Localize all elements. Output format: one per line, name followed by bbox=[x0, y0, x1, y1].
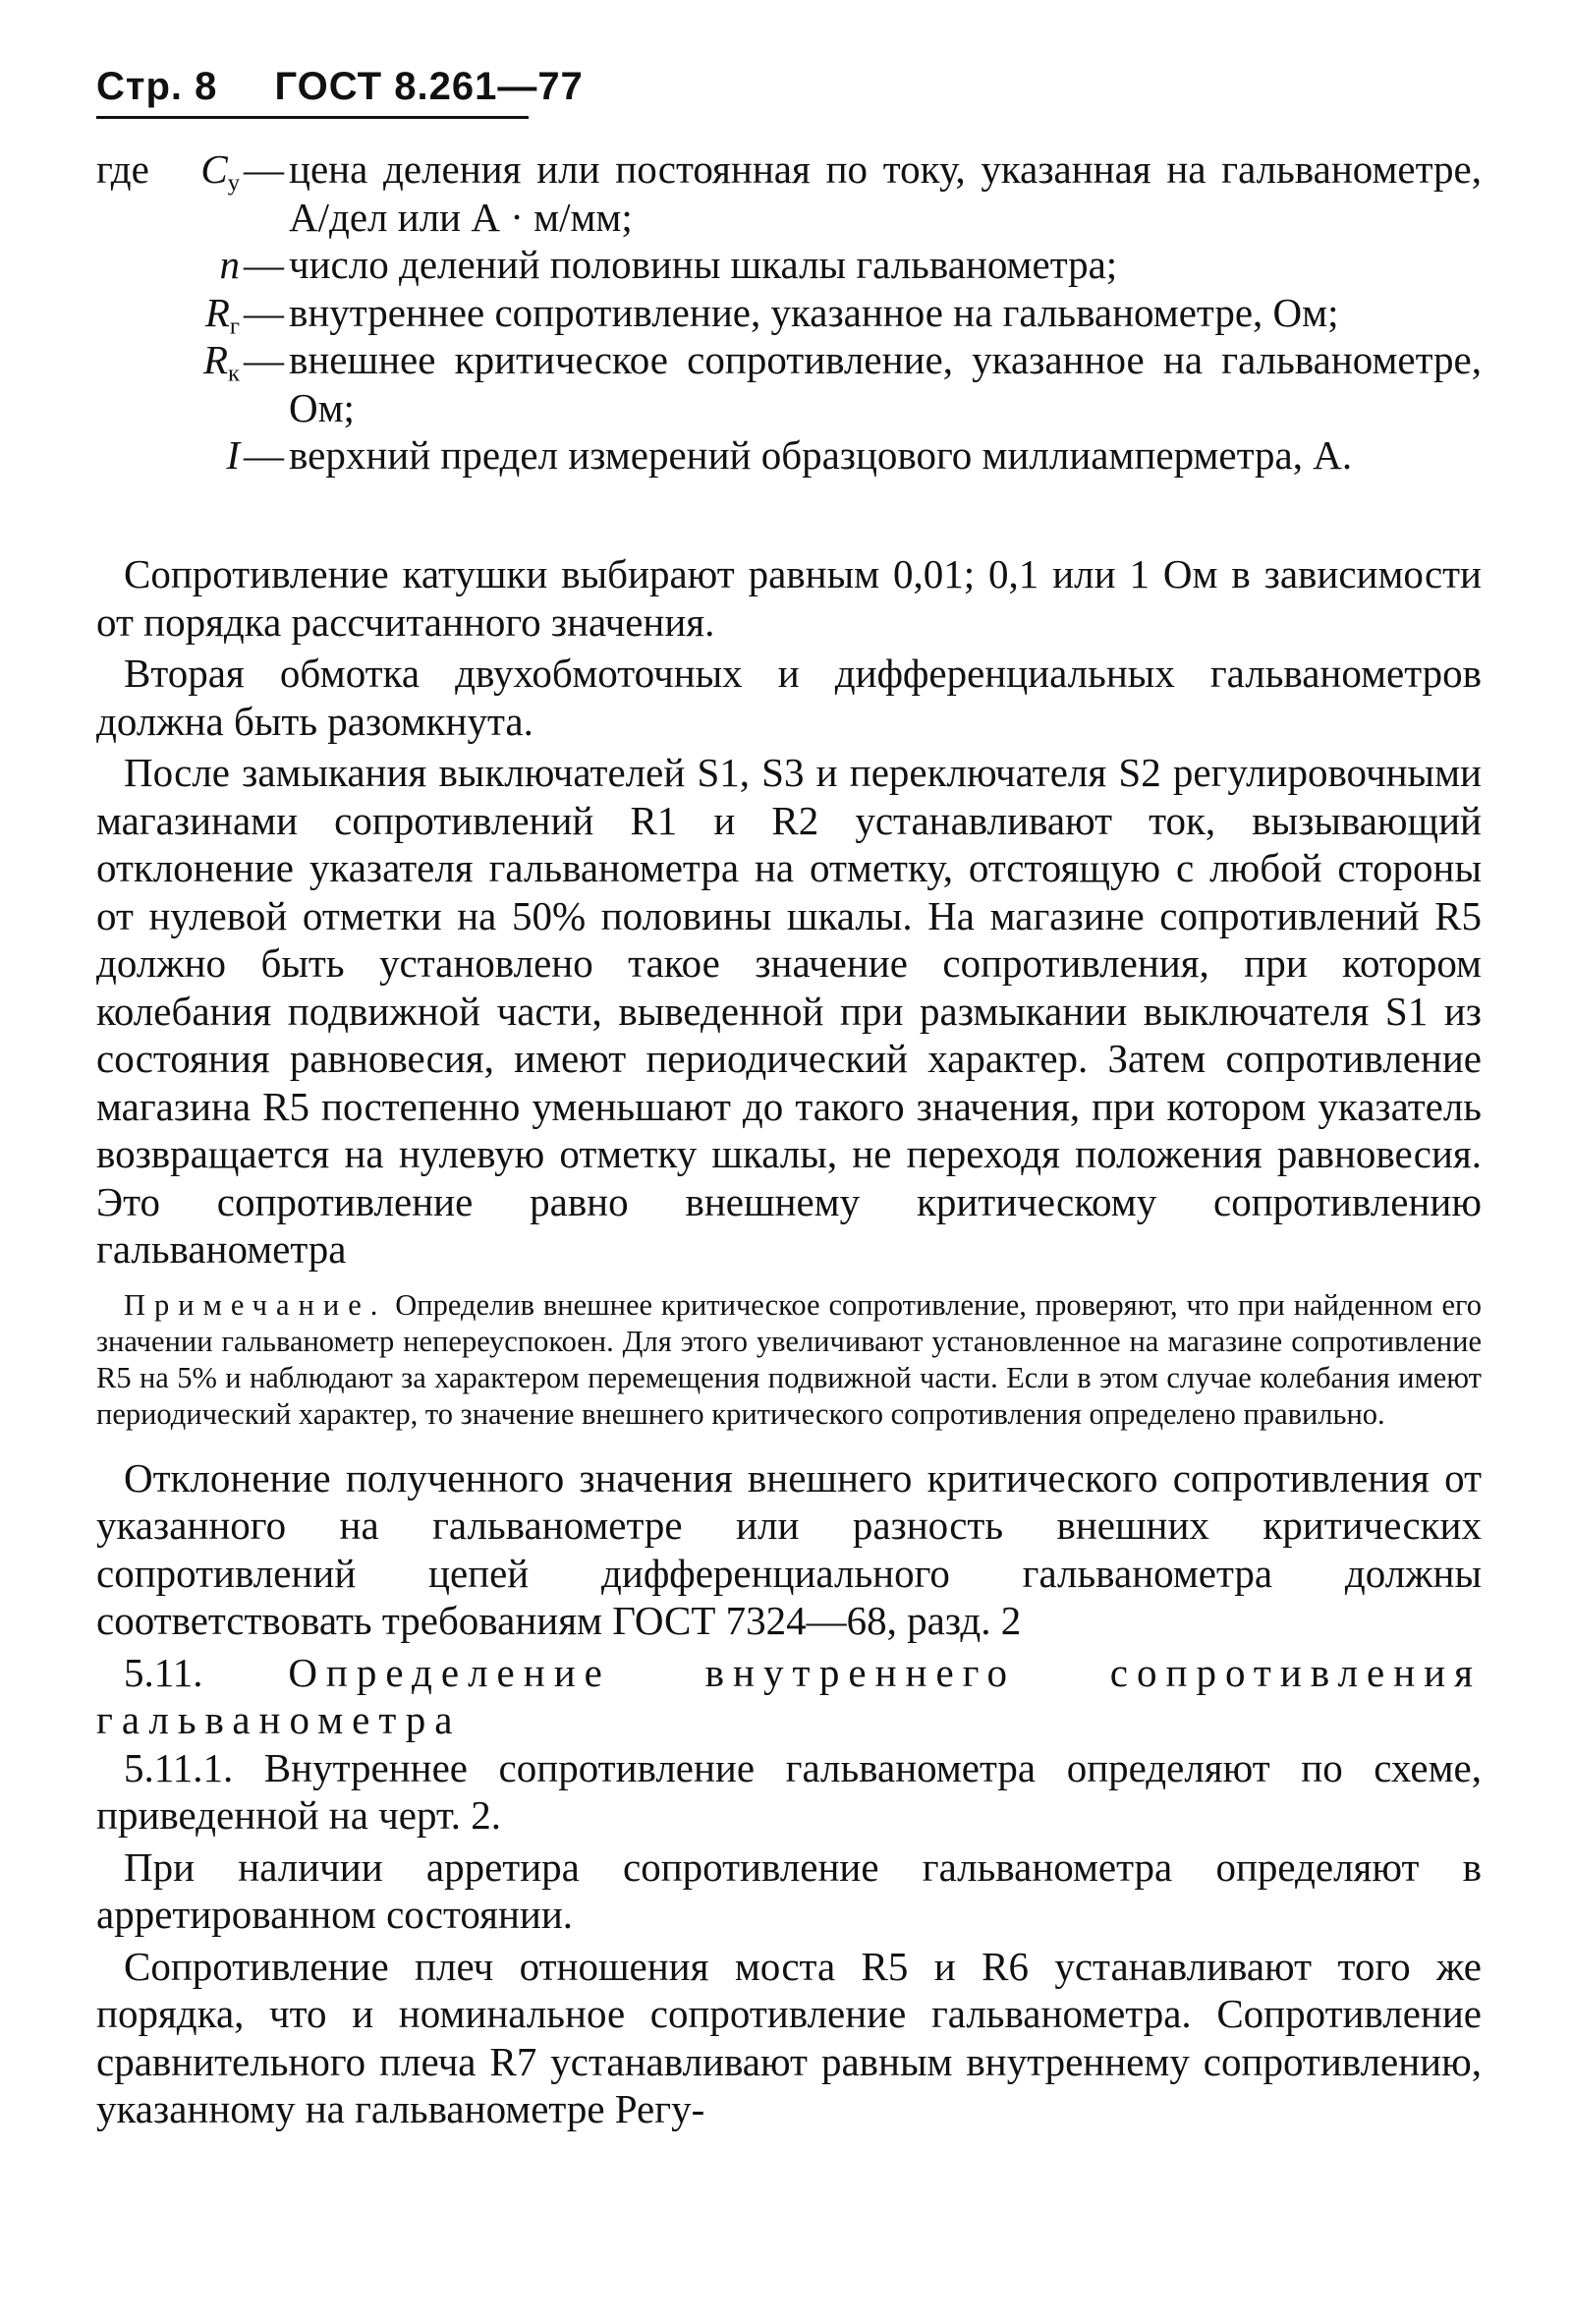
definition-item bbox=[96, 241, 1482, 289]
paragraph-5-11-1: 5.11.1. Внутреннее сопротивление гальванометра определяют по схеме, приведенной на черт. 2. bbox=[96, 1744, 1482, 1838]
definition-item bbox=[96, 145, 1482, 241]
definition-text: внешнее критическое сопротивление, указанное на гальванометре, Ом; bbox=[289, 337, 1482, 430]
paragraph-arretir: При наличии арретира сопротивление гальванометра определяют в арретированном состоянии. bbox=[96, 1843, 1482, 1937]
definition-symbol: I bbox=[226, 432, 240, 478]
paragraph-deviation: Отклонение полученного значения внешнего критического сопротивления от указанного на гальванометре или разность внешних критических сопротивлений цепей дифференциального гальванометра должны соответствовать требованиям ГОСТ 7324—68, разд. 2 bbox=[96, 1454, 1482, 1643]
definition-item bbox=[96, 336, 1482, 431]
definition-item bbox=[96, 431, 1482, 480]
section-title: Определение внутреннего сопротивления гальванометра bbox=[96, 1649, 1482, 1742]
definition-dash: — bbox=[244, 146, 284, 192]
definition-symbol: n bbox=[219, 242, 240, 287]
body-text bbox=[96, 550, 1482, 2133]
definition-dash: — bbox=[244, 337, 284, 382]
definition-text: цена деления или постоянная по току, указанная на гальванометре, А/дел или А · м/мм; bbox=[289, 146, 1482, 240]
definition-item bbox=[96, 289, 1482, 337]
note-text: Определив внешнее критическое сопротивление, проверяют, что при найденном его значении гальванометр непереуспокоен. Для этого увеличивают установленное на магазине сопротивление R5 на 5% и наблюдают за характером перемещения подвижной части. Если в этом случае колебания имеют периодический характер, то значение внешнего критического сопротивления определено правильно. bbox=[96, 1287, 1482, 1431]
page-header bbox=[96, 65, 584, 109]
definition-symbol: $C_у$ bbox=[200, 146, 240, 197]
standard-code: ГОСТ 8.261—77 bbox=[274, 65, 584, 108]
paragraph-bridge-arms: Сопротивление плеч отношения моста R5 и R6 устанавливают того же порядка, что и номинальное сопротивление гальванометра. Сопротивление сравнительного плеча R7 устанавливают равным внутреннему сопротивлению, указанному на гальванометре Регу- bbox=[96, 1943, 1482, 2131]
note bbox=[96, 1287, 1482, 1433]
definition-text: верхний предел измерений образцового миллиамперметра, А. bbox=[289, 432, 1353, 478]
definition-text: внутреннее сопротивление, указанное на гальванометре, Ом; bbox=[289, 289, 1339, 335]
header-rule bbox=[96, 116, 529, 119]
definition-dash: — bbox=[244, 432, 284, 478]
section-number: 5.11. bbox=[124, 1649, 203, 1695]
definition-dash: — bbox=[244, 289, 284, 335]
definition-symbol: $R_г$ bbox=[204, 289, 240, 339]
paragraph-coil: Сопротивление катушки выбирают равным 0,01; 0,1 или 1 Ом в зависимости от порядка рассчитанного значения. bbox=[96, 551, 1482, 645]
definitions-list bbox=[96, 145, 1482, 480]
section-heading bbox=[96, 1649, 1482, 1744]
definition-dash: — bbox=[244, 242, 284, 287]
where-word: где bbox=[96, 146, 149, 192]
definition-symbol: $R_к$ bbox=[203, 337, 240, 387]
paragraph-second-winding: Вторая обмотка двухобмоточных и дифференциальных гальванометров должна быть разомкнута. bbox=[96, 651, 1482, 744]
definition-text: число делений половины шкалы гальванометра; bbox=[289, 242, 1118, 287]
note-label: Примечание. bbox=[124, 1287, 387, 1322]
page-number: Стр. 8 bbox=[96, 65, 218, 108]
paragraph-procedure: После замыкания выключателей S1, S3 и переключателя S2 регулировочными магазинами сопротивлений R1 и R2 устанавливают ток, вызывающий отклонение указателя гальванометра на отметку, отстоящую с любой стороны от нулевой отметки на 50% половины шкалы. На магазине сопротивлений R5 должно быть установлено такое значение сопротивления, при котором колебания подвижной части, выведенной при размыкании выключателя S1 из состояния равновесия, имеют периодический характер. Затем сопротивление магазина R5 постепенно уменьшают до такого значения, при котором указатель возвращается на нулевую отметку шкалы, не переходя положения равновесия. Это сопротивление равно внешнему критическому сопротивлению гальванометра bbox=[96, 750, 1482, 1272]
